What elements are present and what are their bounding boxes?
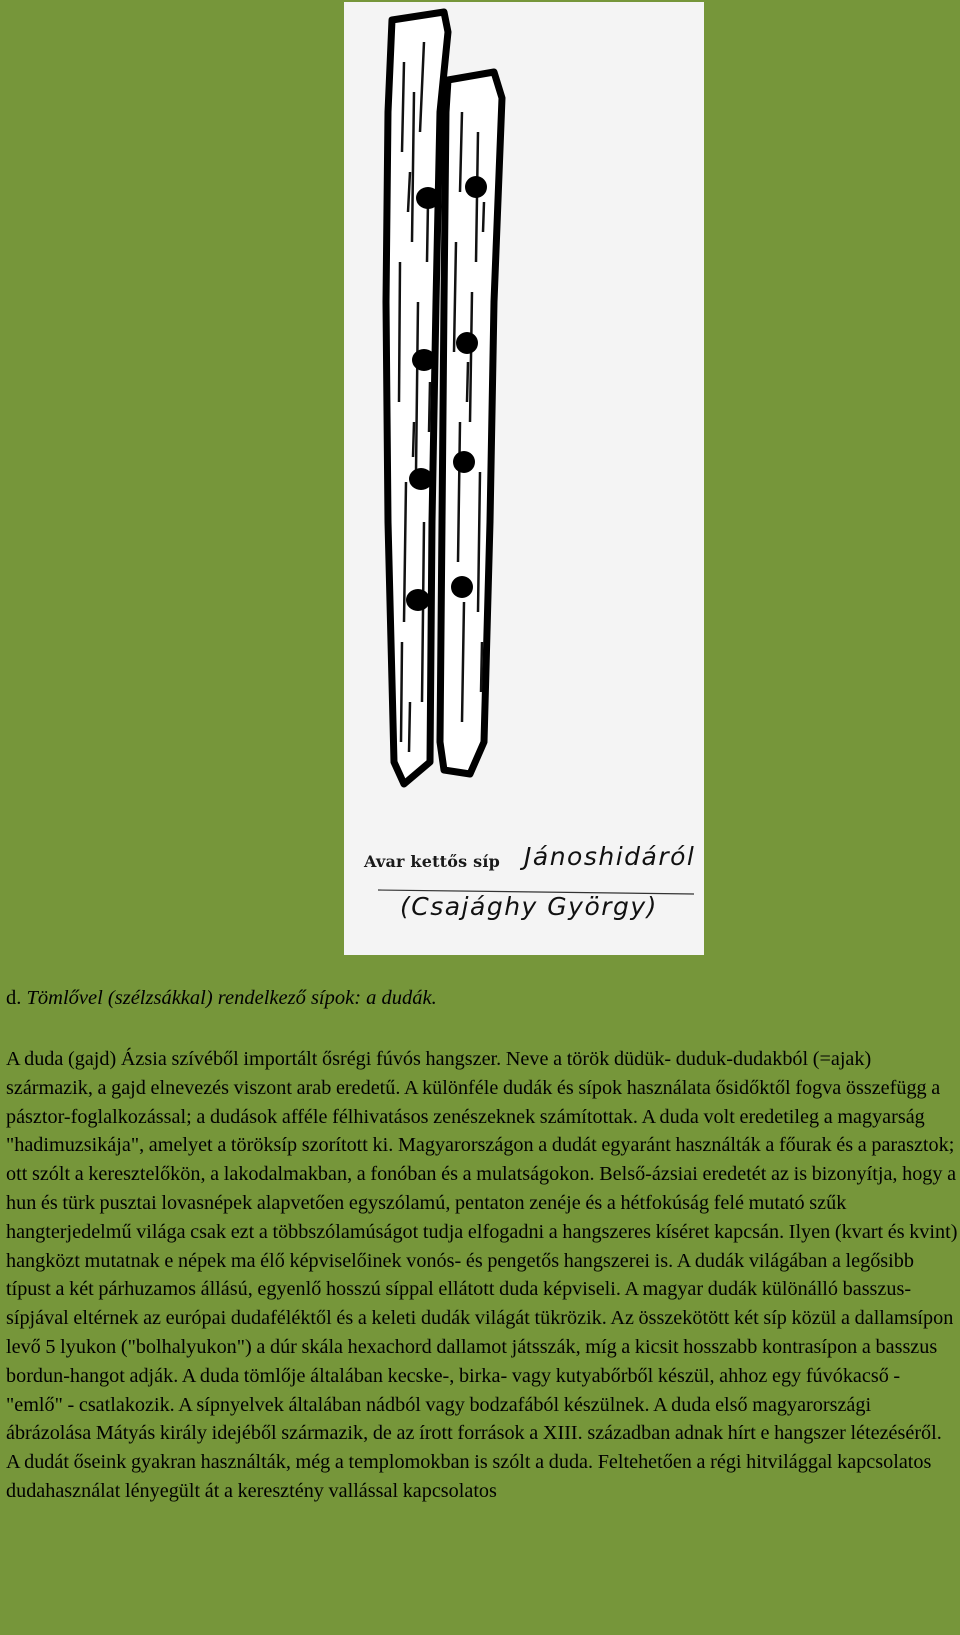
section-title: Tömlővel (szélzsákkal) rendelkező sípok: a dudák.	[26, 987, 437, 1009]
section-letter: d.	[6, 987, 22, 1009]
section-heading	[6, 986, 437, 1010]
right-hole-4	[451, 576, 473, 598]
left-hole-2	[412, 349, 436, 371]
right-hole-1	[465, 176, 487, 198]
figure-caption-place: Jánoshidáról	[524, 842, 696, 871]
double-pipe-drawing	[344, 2, 704, 955]
left-hole-4	[406, 589, 430, 611]
figure-caption-printed: Avar kettős síp	[364, 852, 500, 871]
right-hole-2	[456, 332, 478, 354]
body-paragraph: A duda (gajd) Ázsia szívéből importált ősrégi fúvós hangszer. Neve a török düdük- duduk-dudakból (=ajak) származik, a gajd elnevezés viszont arab eredetű. A különféle dudák és sípok használata ősidőktől fogva összefügg a pásztor-foglalkozással; a dudások afféle félhivatásos zenészeknek számítottak. A duda volt eredetileg a magyarság "hadimuzsikája", amelyet a töröksíp szorított ki. Magyarországon a dudát egyaránt használták a főurak és a parasztok; ott szólt a keresztelőkön, a lakodalmakban, a fonóban és a mulatságokon. Belső-ázsiai eredetét az is bizonyítja, hogy a hun és türk pusztai lovasnépek alapvetően egyszólamú, pentaton zenéje és a hétfokúság felé mutató szűk hangterjedelmű világa csak ezt a többszólamúságot tudja elfogadni a hangszeres kíséret kapcsán. Ilyen (kvart és kvint) hangközt mutatnak e népek ma élő képviselőinek vonós- és pengetős hangszerei is. A dudák világában a legősibb típust a két párhuzamos állású, egyenlő hosszú síppal ellátott duda képviseli. A magyar dudák különálló basszus-sípjával eltérnek az európai dudaféléktől és a keleti dudák világát tükrözik. Az összekötött két síp közül a dallamsípon levő 5 lyukon ("bolhalyukon") a dúr skála hexachord dallamot játsszák, míg a kicsit hosszabb kontrasípon a basszus bordun-hangot adják. A duda tömlője általában kecske-, birka- vagy kutyabőrből készül, ahhoz egy fúvókacső - "emlő" - csatlakozik. A sípnyelvek általában nádból vagy bodzafából készülnek. A duda első magyarországi ábrázolása Mátyás király idejéből származik, de az írott források a XIII. században adnak hírt e hangszer létezéséről. A dudát őseink gyakran használták, még a templomokban is szólt a duda. Feltehetően a régi hitvilággal kapcsolatos dudahasználat lényegült át a keresztény vallással kapcsolatos	[6, 1048, 958, 1502]
left-hole-3	[409, 468, 433, 490]
right-hole-3	[453, 451, 475, 473]
left-hole-1	[416, 187, 440, 209]
figure-caption-author: (Csajághy György)	[400, 892, 658, 921]
double-pipe-illustration	[344, 2, 704, 955]
